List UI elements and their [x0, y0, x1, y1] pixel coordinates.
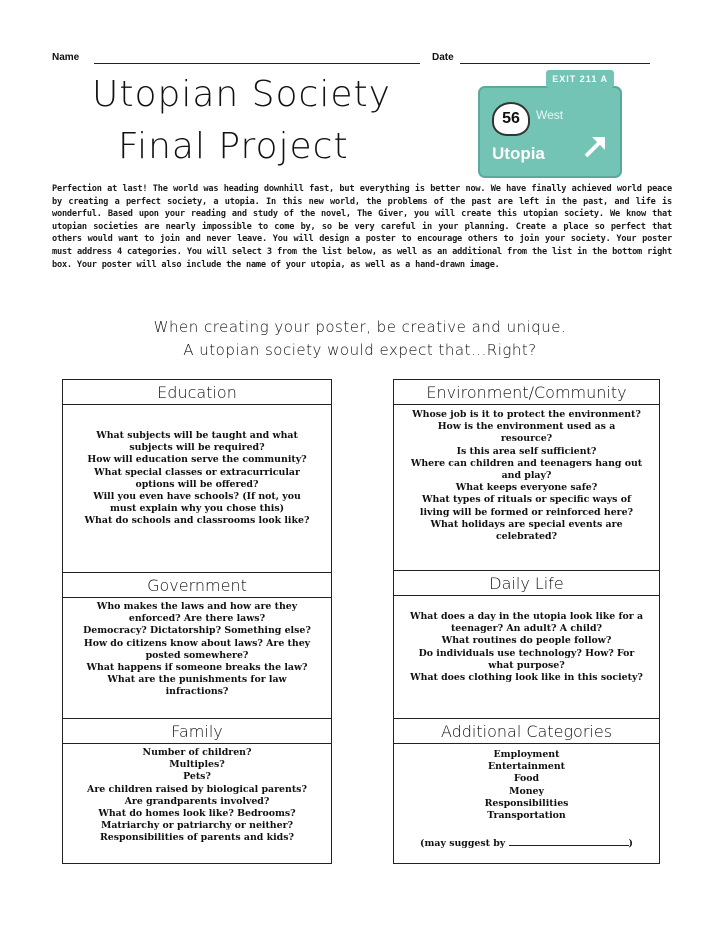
question-line: what purpose? — [488, 659, 565, 671]
question-line: enforced? Are there laws? — [128, 613, 266, 625]
section-body — [67, 601, 327, 699]
section-family — [63, 718, 331, 864]
question-line: How will education serve the community? — [87, 454, 307, 466]
suggestion-line — [398, 837, 655, 850]
question-line: Are children raised by biological parents? — [87, 783, 307, 795]
question-line: What subjects will be taught and what — [96, 430, 298, 441]
question-line: Are grandparents involved? — [124, 795, 270, 807]
page-title-line2: Final Project — [118, 126, 349, 167]
question-line: How is the environment used as a — [437, 421, 616, 433]
category-item: Responsibilities — [484, 797, 569, 809]
exit-tab: EXIT 211 A — [546, 70, 614, 88]
section-environment-community — [394, 380, 659, 570]
question-line: Where can children and teenagers hang out — [410, 457, 643, 469]
question-line: Responsibilities of parents and kids? — [99, 832, 294, 844]
section-body — [398, 749, 655, 822]
category-item: Money — [509, 785, 544, 797]
arrow-up-right-icon — [582, 134, 608, 160]
question-line: Democracy? Dictatorship? Something else? — [83, 625, 311, 637]
question-line: resource? — [500, 433, 553, 445]
section-title: Additional Categories — [394, 719, 659, 744]
suggest-label: (may suggest by — [420, 838, 506, 849]
right-column — [393, 379, 660, 864]
category-item: Transportation — [487, 810, 566, 822]
date-field[interactable] — [460, 63, 650, 64]
question-line: What do homes look like? Bedrooms? — [98, 808, 296, 820]
route-shield-icon: 56 — [492, 102, 530, 136]
question-line: What does a day in the utopia look like for a — [409, 611, 644, 622]
question-line: Is this area self sufficient? — [456, 445, 597, 457]
section-body — [67, 430, 327, 528]
question-line: What special classes or extracurricular — [94, 466, 300, 478]
question-line: How do citizens know about laws? Are they — [83, 637, 311, 649]
question-line: teenager? An adult? A child? — [450, 623, 603, 635]
suggest-close: ) — [628, 838, 633, 849]
question-line: What types of rituals or specific ways of — [422, 494, 631, 506]
section-title: Environment/Community — [394, 380, 659, 405]
question-line: living will be formed or reinforced here? — [419, 506, 634, 518]
name-field[interactable] — [94, 63, 420, 64]
question-line: What happens if someone breaks the law? — [86, 662, 308, 674]
question-line: What routines do people follow? — [441, 635, 612, 647]
question-line: must explain why you chose this) — [109, 503, 285, 515]
section-title: Education — [63, 380, 331, 405]
section-title: Government — [63, 573, 331, 598]
page-title-line1: Utopian Society — [92, 74, 391, 115]
category-item: Employment — [493, 749, 560, 760]
question-line: celebrated? — [495, 531, 558, 543]
question-line: What are the punishments for law — [107, 674, 287, 686]
section-title: Family — [63, 719, 331, 744]
question-line: Pets? — [183, 771, 211, 783]
question-line: options will be offered? — [135, 478, 259, 490]
section-government — [63, 572, 331, 719]
section-education — [63, 380, 331, 572]
question-line: Matriarchy or patriarchy or neither? — [100, 820, 294, 832]
question-line: Do individuals use technology? How? For — [418, 647, 635, 659]
date-label: Date — [432, 52, 454, 63]
name-label: Name — [52, 52, 80, 63]
section-additional-categories — [394, 718, 659, 864]
category-item: Food — [513, 773, 540, 785]
question-line: Multiples? — [169, 759, 225, 771]
question-line: subjects will be required? — [129, 442, 265, 454]
question-line: What keeps everyone safe? — [455, 482, 598, 494]
sign-destination: Utopia — [492, 144, 545, 163]
question-line: posted somewhere? — [145, 649, 249, 661]
section-daily-life — [394, 570, 659, 719]
question-line: Will you even have schools? (If not, you — [93, 491, 301, 503]
question-line: Whose job is it to protect the environment? — [412, 409, 641, 420]
left-column — [62, 379, 332, 864]
question-line: Number of children? — [142, 747, 252, 758]
section-body — [398, 409, 655, 543]
question-line: What holidays are special events are — [430, 518, 623, 530]
category-item: Entertainment — [487, 761, 565, 773]
section-title: Daily Life — [394, 571, 659, 596]
question-line: What do schools and classrooms look like? — [84, 515, 310, 527]
question-line: and play? — [501, 470, 552, 482]
question-line: Who makes the laws and how are they — [96, 601, 298, 612]
suggest-blank[interactable] — [509, 837, 629, 846]
intro-paragraph: Perfection at last! The world was heading downhill fast, but everything is better now. We have finally achieved world peace by creating a perfect society, a utopia. In this new world, the problems of the past are left in the past, and life is wonderful. Based upon your reading and study of the novel, The Giver, you will create this utopian society. We know that utopian societies are nearly impossible to come by, so be very careful in your planning. Create a place so perfect that others would want to join and never leave. You will design a poster to encourage others to join your society. Your poster must address 4 categories. You will select 3 from the list below, as well as an additional from the list in the bottom right box. Your poster will also include the name of your utopia, as well as a hand-drawn image. — [52, 184, 672, 270]
question-line: infractions? — [165, 686, 229, 698]
header-fields — [52, 50, 652, 68]
sign-direction: West — [536, 108, 564, 122]
tagline-line1: When creating your poster, be creative and unique. — [153, 318, 567, 336]
highway-sign — [478, 74, 622, 178]
section-body — [398, 611, 655, 684]
tagline-line2: A utopian society would expect that...Right? — [183, 341, 537, 359]
question-line: What does clothing look like in this society? — [410, 672, 643, 684]
section-body — [67, 747, 327, 845]
